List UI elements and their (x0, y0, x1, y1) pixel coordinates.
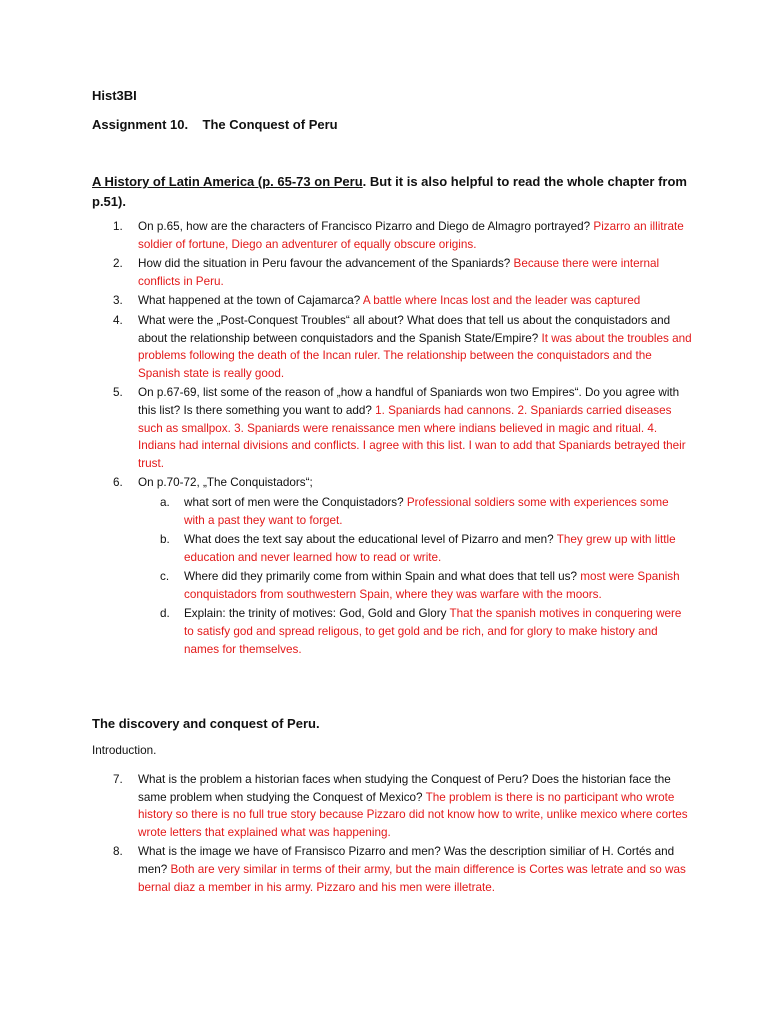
question-item (92, 292, 692, 310)
question-text: What were the „Post-Conquest Troubles“ all about? What does that tell us about the conquistadors and about the relationship between conquistadors and the Spanish State/Empire? (138, 313, 671, 345)
question-item (92, 843, 692, 896)
question-text: What happened at the town of Cajamarca? (138, 294, 363, 308)
reading-note: . But it is also helpful to read the whole chapter from p.51). (92, 174, 687, 209)
section-heading: The discovery and conquest of Peru. (92, 716, 320, 731)
question-item (92, 255, 692, 290)
answer-text: The problem is there is no participant who wrote history so there is no full true story because Pizzaro did not know how to write, unlike mexico where cortes wrote letters that explained what was happening. (138, 790, 688, 839)
answer-text: 1. Spaniards had cannons. 2. Spaniards carried diseases such as smallpox. 3. Spaniards were renaissance men where indians believed in magic and ritual. 4. Indians had internal divisions and conflicts. I agree with this list. I wan to add that Spaniards betrayed their trust. (138, 403, 686, 470)
question-number: 2. (113, 257, 123, 271)
subquestion-letter: b. (160, 533, 170, 547)
answer-text: Because there were internal conflicts in Peru. (138, 257, 660, 288)
section-subheading: Introduction. (92, 744, 157, 757)
question-number: 8. (113, 845, 123, 859)
answer-text: Both are very similar in terms of their army, but the main difference is Cortes was letrate and so was bernal diaz a member in his army. Pizzaro and his men were illetrate. (138, 862, 686, 894)
question-item (92, 384, 692, 472)
answer-text: most were Spanish conquistadors from southwestern Spain, where they was warfare with the moors. (184, 570, 680, 601)
question-item (92, 218, 692, 253)
subquestion-text: what sort of men were the Conquistadors? (184, 495, 407, 509)
reading-instructions (92, 172, 692, 212)
question-number: 4. (113, 313, 123, 327)
answer-text: They grew up with little education and never learned how to read or write. (184, 533, 676, 564)
course-code: Hist3BI (92, 88, 137, 103)
book-reference: A History of Latin America (p. 65-73 on Peru (92, 174, 363, 189)
question-text: On p.70-72, „The Conquistadors“; (138, 476, 313, 490)
question-number: 7. (113, 773, 123, 786)
question-list-1 (92, 218, 692, 660)
subquestion-item (92, 568, 692, 603)
assignment-title: Assignment 10. The Conquest of Peru (92, 117, 338, 132)
question-text: How did the situation in Peru favour the advancement of the Spaniards? (138, 257, 514, 271)
question-item (92, 312, 692, 382)
subquestion-text: Explain: the trinity of motives: God, Gold and Glory (184, 607, 450, 621)
question-list-2 (92, 771, 692, 898)
subquestion-letter: c. (160, 570, 170, 584)
subquestion-letter: d. (160, 607, 170, 621)
question-number: 3. (113, 294, 123, 308)
answer-text: Pizarro an illitrate soldier of fortune, Diego an adventurer of equally obscure origins. (138, 220, 684, 251)
question-text: What is the image we have of Fransisco Pizarro and men? Was the description similiar of H. Cortés and men? (138, 845, 675, 876)
question-text: What is the problem a historian faces when studying the Conquest of Peru? Does the historian face the same problem when studying the Conquest of Mexico? (138, 773, 671, 804)
subquestion-text: Where did they primarily come from within Spain and what does that tell us? (184, 570, 581, 584)
answer-text: That the spanish motives in conquering were to satisfy god and spread religous, to get gold and be rich, and for glory to make history and names for themselves. (184, 607, 682, 656)
subquestion-item (92, 494, 692, 529)
answer-text: Professional soldiers some with experiences some with a past they want to forget. (184, 495, 669, 527)
answer-text: A battle where Incas lost and the leader was captured (362, 294, 641, 308)
subquestion-item (92, 531, 692, 566)
question-item (92, 771, 692, 841)
question-text: On p.67-69, list some of the reason of „how a handful of Spaniards won two Empires“. Do you agree with this list? Is there something you want to add? (138, 386, 680, 417)
question-number: 1. (113, 220, 123, 233)
subquestion-item (92, 605, 692, 658)
question-text: On p.65, how are the characters of Francisco Pizarro and Diego de Almagro portrayed? (138, 220, 594, 233)
subquestion-letter: a. (160, 495, 170, 509)
question-number: 5. (113, 386, 123, 400)
question-item (92, 474, 692, 492)
subquestion-text: What does the text say about the educational level of Pizarro and men? (184, 533, 557, 547)
question-number: 6. (113, 476, 123, 490)
answer-text: It was about the troubles and problems following the death of the Incan ruler. The relationship between the conquistadors and the Spanish state is really good. (138, 331, 692, 380)
